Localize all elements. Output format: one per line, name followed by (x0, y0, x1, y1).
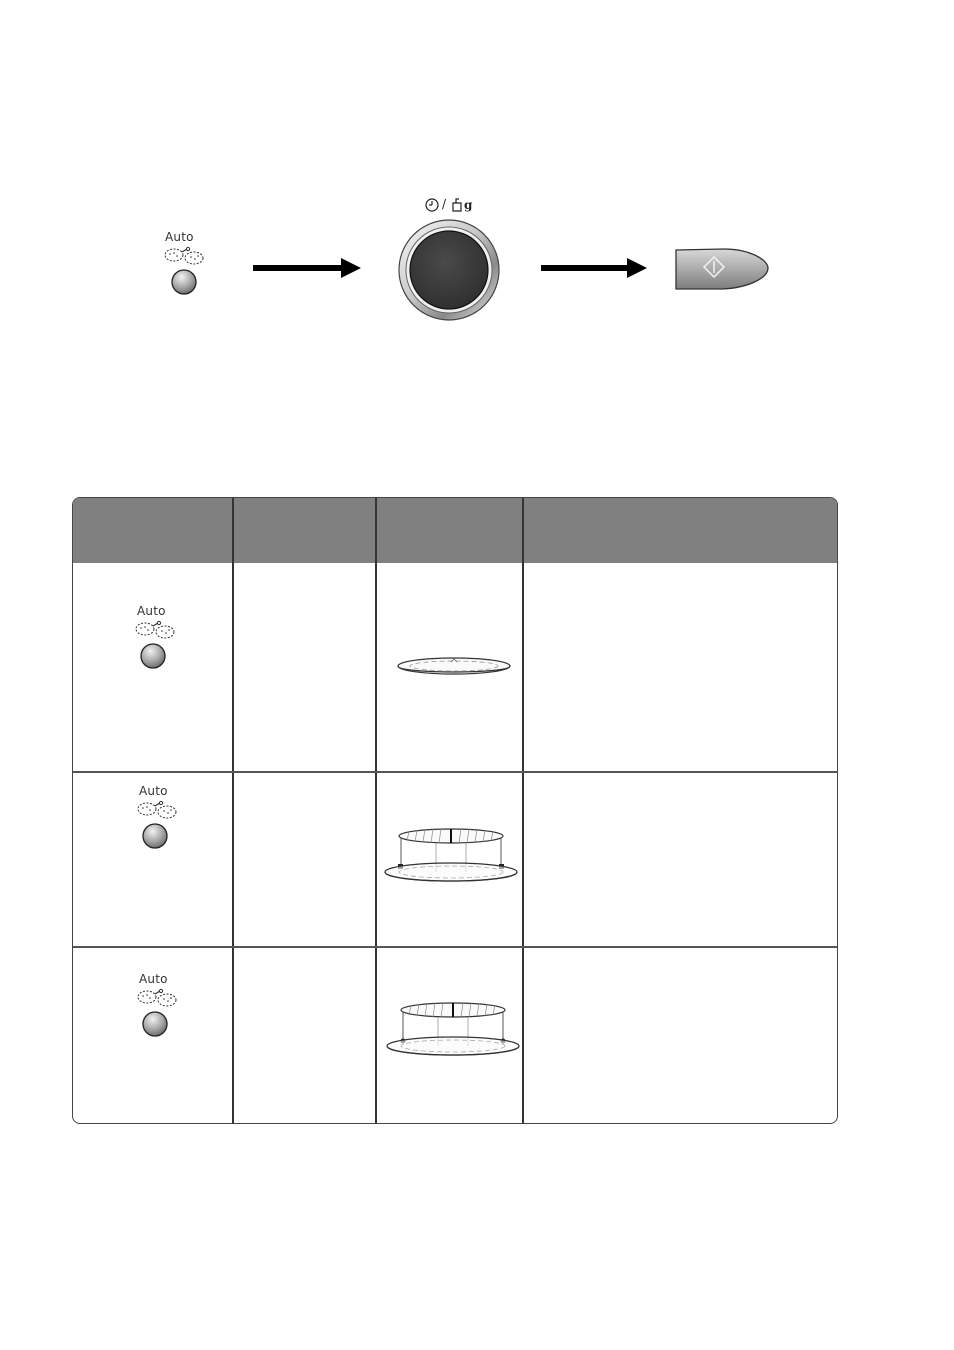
weight-icon (451, 197, 463, 212)
column-divider (375, 498, 377, 1123)
auto-programme-table (72, 497, 838, 1124)
dial-knob-icon (397, 218, 501, 322)
auto-button (135, 604, 185, 674)
food-icon (135, 800, 181, 820)
row-divider (73, 946, 837, 948)
column-divider (232, 498, 234, 1123)
dial-label-unit: g (464, 198, 473, 212)
auto-label: Auto (165, 230, 194, 244)
food-icon (135, 988, 181, 1008)
turntable-plate-icon (395, 654, 513, 682)
round-button-icon (141, 1010, 169, 1038)
dial-step[interactable] (395, 196, 505, 324)
round-button-icon (139, 642, 167, 670)
round-button-icon (170, 268, 198, 296)
auto-button-step[interactable] (160, 228, 210, 298)
rack-on-turntable-icon (381, 824, 521, 890)
rack-on-turntable-icon (383, 998, 523, 1064)
auto-label: Auto (139, 784, 168, 798)
clock-icon (425, 198, 439, 212)
start-button[interactable] (672, 246, 772, 292)
row-divider (73, 771, 837, 773)
food-icon (162, 246, 208, 266)
auto-button (137, 784, 187, 854)
food-icon (133, 620, 179, 640)
round-button-icon (141, 822, 169, 850)
dial-label (425, 196, 485, 214)
arrow-icon (541, 265, 629, 271)
dial-label-separator: / (442, 197, 447, 211)
arrow-icon (253, 265, 343, 271)
table-header (73, 498, 837, 563)
auto-label: Auto (137, 604, 166, 618)
auto-label: Auto (139, 972, 168, 986)
auto-button (137, 972, 187, 1042)
